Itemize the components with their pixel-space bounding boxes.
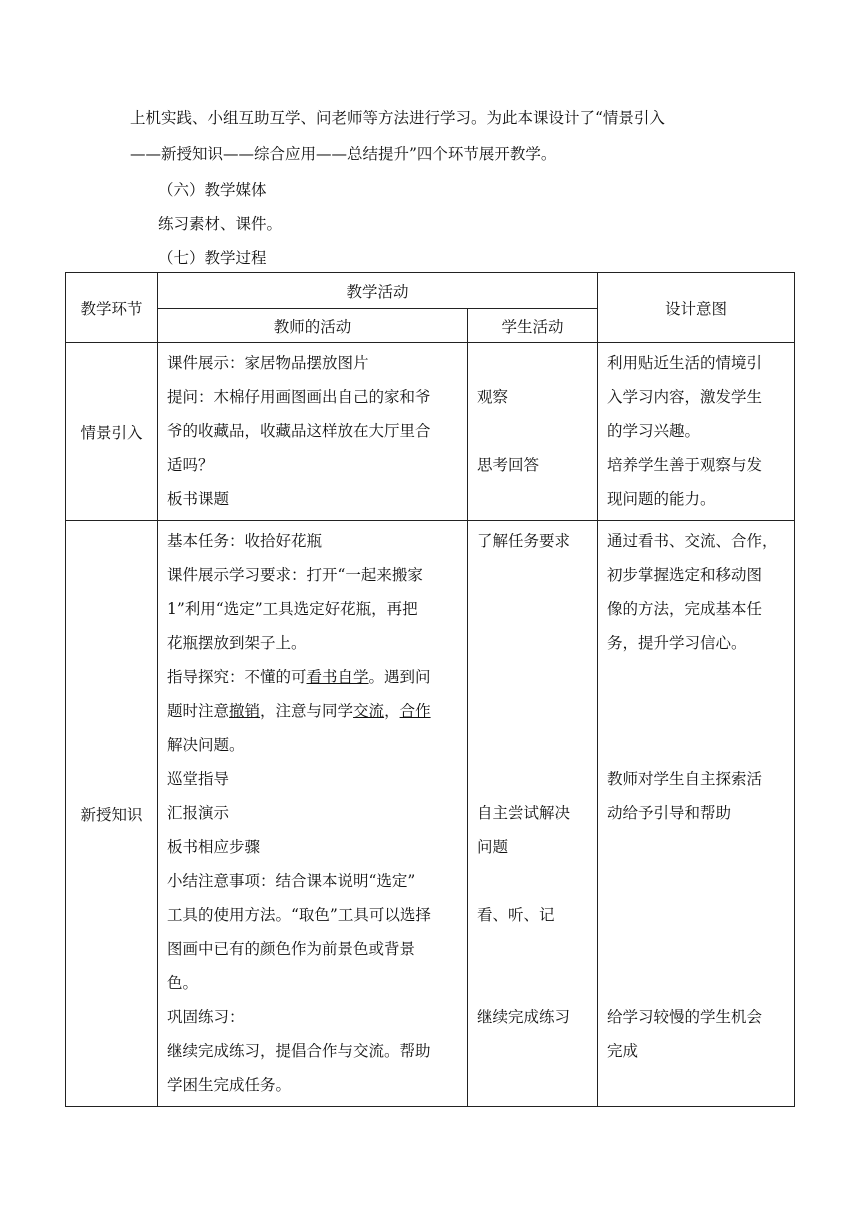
text-span: ，注意与同学: [260, 702, 354, 720]
teacher-line: 板书相应步骤: [167, 838, 261, 856]
intent-line: 教师对学生自主探索活: [607, 770, 763, 788]
underlined-text: 合作: [399, 702, 431, 720]
header-intent: 设计意图: [598, 273, 795, 343]
teacher-line: [167, 694, 461, 728]
student-line: 自主尝试解决: [477, 804, 571, 822]
teacher-line: [167, 660, 461, 694]
teacher-cell: [158, 343, 468, 521]
teacher-line: 继续完成练习，提倡合作与交流。帮助: [167, 1042, 431, 1060]
teacher-line: 汇报演示: [167, 804, 230, 822]
intent-line: 利用贴近生活的情境引: [607, 354, 763, 372]
text-span: 题时注意: [167, 702, 230, 720]
student-line: 继续完成练习: [477, 1008, 571, 1026]
teacher-line: 色。: [167, 974, 199, 992]
intent-line: 初步掌握选定和移动图: [607, 566, 763, 584]
media-text: 练习素材、课件。: [158, 215, 283, 233]
student-line: 问题: [477, 838, 509, 856]
text-span: 指导探究：不懂的可: [167, 668, 307, 686]
header-teacher: 教师的活动: [158, 309, 468, 343]
underlined-text: 撤销: [229, 702, 261, 720]
intent-line: 务，提升学习信心。: [607, 634, 747, 652]
teacher-line: 课件展示：家居物品摆放图片: [167, 354, 369, 372]
intro-line-2: ——新授知识——综合应用——总结提升”四个环节展开教学。: [130, 145, 557, 163]
teacher-line: 爷的收藏品，收藏品这样放在大厅里合: [167, 422, 431, 440]
teacher-line: 花瓶摆放到架子上。: [167, 634, 307, 652]
table-row: [66, 521, 795, 1107]
teacher-line: 图画中已有的颜色作为前景色或背景: [167, 940, 416, 958]
teacher-line: 巡堂指导: [167, 770, 230, 788]
table-row: [66, 343, 795, 521]
teacher-line: 课件展示学习要求：打开“一起来搬家: [167, 566, 423, 584]
underlined-text: 看书自学: [306, 668, 369, 686]
intent-line: 通过看书、交流、合作，: [607, 532, 778, 550]
teacher-cell: [158, 521, 468, 1107]
teacher-line: 1”利用“选定”工具选定好花瓶，再把: [167, 600, 418, 618]
teacher-line: 基本任务：收拾好花瓶: [167, 532, 323, 550]
teacher-line: 提问：木棉仔用画图画出自己的家和爷: [167, 388, 431, 406]
student-cell: [468, 521, 598, 1107]
intro-line-1: 上机实践、小组互助互学、问老师等方法进行学习。为此本课设计了“情景引入: [130, 109, 665, 127]
text-span: ，: [384, 702, 400, 720]
intent-line: 的学习兴趣。: [607, 422, 701, 440]
intent-line: 完成: [607, 1042, 639, 1060]
teacher-line: 小结注意事项：结合课本说明“选定”: [167, 872, 416, 890]
teacher-line: 适吗？: [167, 456, 214, 474]
teacher-line: 巩固练习：: [167, 1008, 245, 1026]
intent-cell: [598, 521, 795, 1107]
stage-cell: 情景引入: [66, 343, 158, 521]
teaching-process-table: [65, 272, 795, 1107]
student-line: 看、听、记: [477, 906, 555, 924]
process-heading: （七）教学过程: [158, 249, 267, 267]
text-span: 。遇到问: [368, 668, 431, 686]
intent-line: 入学习内容，激发学生: [607, 388, 763, 406]
intent-line: 培养学生善于观察与发: [607, 456, 763, 474]
student-line: 思考回答: [477, 456, 540, 474]
header-stage: 教学环节: [66, 273, 158, 343]
header-activity: 教学活动: [158, 273, 598, 309]
teacher-line: 工具的使用方法。“取色”工具可以选择: [167, 906, 431, 924]
teacher-line: 学困生完成任务。: [167, 1076, 292, 1094]
intent-line: 动给予引导和帮助: [607, 804, 732, 822]
student-line: 了解任务要求: [477, 532, 571, 550]
intent-line: 给学习较慢的学生机会: [607, 1008, 763, 1026]
student-cell: [468, 343, 598, 521]
student-line: 观察: [477, 388, 509, 406]
underlined-text: 交流: [353, 702, 385, 720]
media-heading: （六）教学媒体: [158, 181, 267, 199]
teacher-line: 解决问题。: [167, 736, 245, 754]
intent-line: 现问题的能力。: [607, 490, 716, 508]
intent-line: 像的方法，完成基本任: [607, 600, 763, 618]
header-student: 学生活动: [468, 309, 598, 343]
intent-cell: [598, 343, 795, 521]
stage-cell: 新授知识: [66, 521, 158, 1107]
teacher-line: 板书课题: [167, 490, 230, 508]
